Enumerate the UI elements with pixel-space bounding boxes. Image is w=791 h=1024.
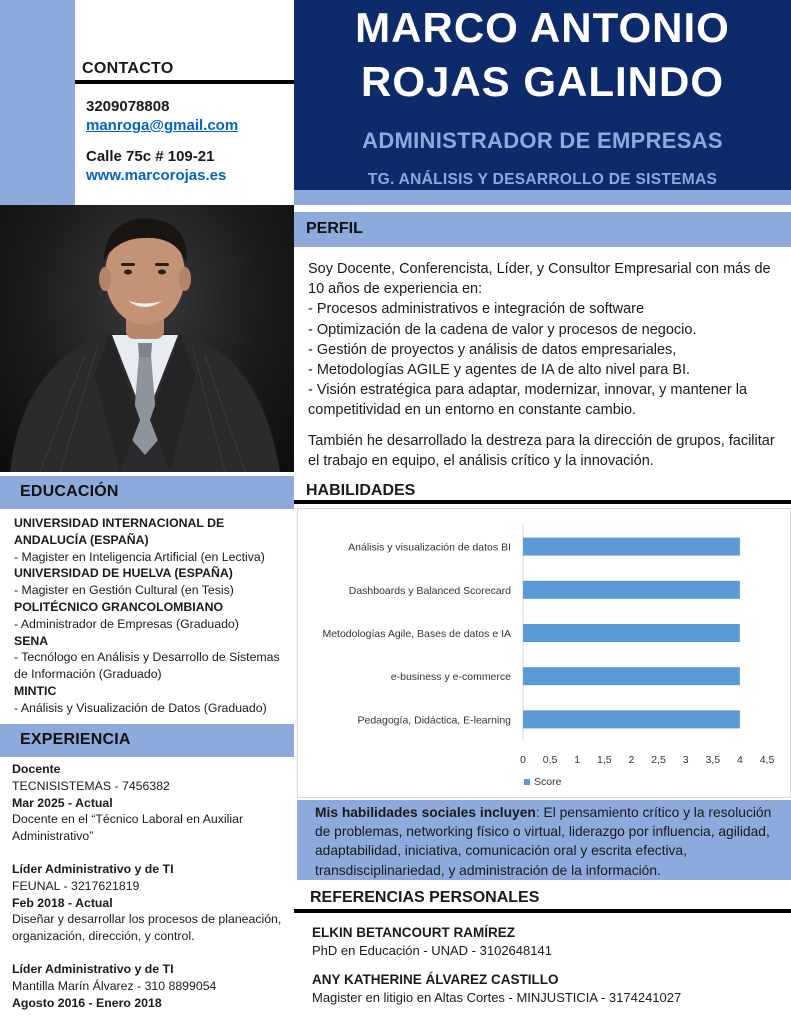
experience-org: TECNISISTEMAS - 7456382 xyxy=(12,778,170,793)
experience-role: Líder Administrativo y de TI xyxy=(12,961,174,976)
profile-item: - Procesos administrativos e integración de software xyxy=(308,301,645,318)
profile-summary xyxy=(308,259,783,471)
contact-email-link[interactable]: manroga@gmail.com xyxy=(86,117,239,134)
profile-closing: También he desarrollado la destreza para la dirección de grupos, facilitar el trabajo en equipo, el análisis crítico y la innovación. xyxy=(308,432,775,469)
soft-skills-box xyxy=(297,800,791,880)
left-accent-stripe xyxy=(0,0,75,205)
chart-tick-label: 2 xyxy=(628,754,635,766)
profile-item: - Visión estratégica para adaptar, modernizar, innovar, y mantener la competitividad en un entorno en constante cambio. xyxy=(308,382,748,419)
education-heading: EDUCACIÓN xyxy=(20,483,119,500)
chart-category-label: Análisis y visualización de datos BI xyxy=(348,541,511,554)
reference-name: ELKIN BETANCOURT RAMÍREZ xyxy=(312,925,515,940)
contact-address: Calle 75c # 109-21 xyxy=(86,148,215,165)
education-institution: POLITÉCNICO GRANCOLOMBIANO xyxy=(14,599,224,614)
contact-heading: CONTACTO xyxy=(82,60,174,77)
chart-tick-label: 4,5 xyxy=(759,754,775,766)
education-detail: - Magister en Gestión Cultural (en Tesis) xyxy=(14,583,234,598)
chart-bar xyxy=(523,624,740,642)
education-detail: - Tecnólogo en Análisis y Desarrollo de Sistemas de Información (Graduado) xyxy=(14,650,280,682)
experience-desc: Docente en el “Técnico Laboral en Auxiliar Administrativo” xyxy=(12,812,244,844)
contact-phone: 3209078808 xyxy=(86,98,170,115)
chart-tick-label: 2,5 xyxy=(651,754,666,766)
chart-tick-label: 0,5 xyxy=(542,754,558,766)
chart-bar xyxy=(523,667,740,685)
profile-heading-bar xyxy=(294,212,791,247)
name-first-line: MARCO ANTONIO xyxy=(355,4,730,51)
education-institution: MINTIC xyxy=(14,683,57,698)
reference-desc: Magister en litigio en Altas Cortes - MINJUSTICIA - 3174241027 xyxy=(312,990,682,1005)
experience-role: Docente xyxy=(12,762,61,776)
profile-item: - Optimización de la cadena de valor y procesos de negocio. xyxy=(308,321,697,338)
experience-org: Mantilla Marín Álvarez - 310 8899054 xyxy=(12,978,217,993)
skills-chart-svg xyxy=(298,509,791,799)
chart-legend-swatch xyxy=(524,779,530,785)
education-detail: - Administrador de Empresas (Graduado) xyxy=(14,616,239,631)
experience-dates: Feb 2018 - Actual xyxy=(12,895,113,910)
education-detail: - Análisis y Visualización de Datos (Graduado) xyxy=(14,700,267,715)
profile-photo xyxy=(0,205,294,472)
reference-desc: PhD en Educación - UNAD - 3102648141 xyxy=(312,943,552,958)
profile-photo-illustration xyxy=(0,205,294,472)
professional-title: ADMINISTRADOR DE EMPRESAS xyxy=(362,128,723,153)
contact-website-link[interactable]: www.marcorojas.es xyxy=(86,167,227,184)
reference-name: ANY KATHERINE ÁLVAREZ CASTILLO xyxy=(312,972,559,987)
experience-heading-bar xyxy=(0,724,294,757)
profile-heading: PERFIL xyxy=(306,220,363,237)
chart-tick-label: 3 xyxy=(682,754,689,766)
contact-details xyxy=(86,97,238,185)
education-heading-bar xyxy=(0,476,294,509)
profile-item: - Metodologías AGILE y agentes de IA de alto nivel para BI. xyxy=(308,362,691,379)
name-second-line: ROJAS GALINDO xyxy=(360,58,725,105)
chart-tick-label: 4 xyxy=(736,754,743,766)
chart-bar xyxy=(523,710,740,728)
header-underband xyxy=(294,190,791,205)
experience-desc: Diseñar y desarrollar los procesos de planeación, organización, dirección, y control. xyxy=(12,912,282,944)
chart-category-label: Dashboards y Balanced Scorecard xyxy=(348,584,511,597)
chart-legend-label: Score xyxy=(534,776,562,788)
experience-org: FEUNAL - 3217621819 xyxy=(12,878,140,893)
experience-heading: EXPERIENCIA xyxy=(20,731,131,748)
education-detail: - Magister en Inteligencia Artificial (en Lectiva) xyxy=(14,549,265,564)
skills-chart xyxy=(297,508,791,798)
chart-tick-label: 1,5 xyxy=(597,754,612,766)
chart-category-label: e-business y e-commerce xyxy=(390,671,511,684)
chart-tick-label: 0 xyxy=(520,754,526,766)
experience-dates: Agosto 2016 - Enero 2018 xyxy=(12,995,162,1010)
chart-category-label: Pedagogía, Didáctica, E-learning xyxy=(357,714,511,727)
soft-skills-text: : El pensamiento crítico y la resolución de problemas, networking físico o virtual, liderazgo por influencia, agilidad, adaptabilidad, iniciativa, comunicación oral y escrita efectiva, transdisciplinariedad, y administración de la información. xyxy=(315,805,772,878)
soft-skills-label: Mis habilidades sociales incluyen xyxy=(315,805,536,820)
profile-intro: Soy Docente, Conferencista, Líder, y Consultor Empresarial con más de 10 años de experiencia en: xyxy=(308,261,771,298)
education-institution: UNIVERSIDAD DE HUELVA (ESPAÑA) xyxy=(14,566,233,581)
education-institution: UNIVERSIDAD INTERNACIONAL DE ANDALUCÍA (ESPAÑA) xyxy=(14,516,225,547)
skills-divider xyxy=(294,500,791,504)
chart-bar xyxy=(523,581,740,599)
education-section xyxy=(14,515,294,717)
experience-section xyxy=(12,761,292,1011)
professional-subtitle: TG. ANÁLISIS Y DESARROLLO DE SISTEMAS xyxy=(367,171,718,188)
skills-heading: HABILIDADES xyxy=(306,482,416,499)
references-heading: REFERENCIAS PERSONALES xyxy=(310,889,540,906)
references-divider xyxy=(294,909,791,913)
chart-bar xyxy=(523,538,740,556)
chart-tick-label: 3,5 xyxy=(705,754,721,766)
experience-role: Líder Administrativo y de TI xyxy=(12,861,174,876)
profile-item: - Gestión de proyectos y análisis de datos empresariales, xyxy=(308,341,677,358)
chart-category-label: Metodologías Agile, Bases de datos e IA xyxy=(322,628,511,640)
contact-divider xyxy=(75,80,294,84)
experience-dates: Mar 2025 - Actual xyxy=(12,795,113,810)
chart-tick-label: 1 xyxy=(574,754,581,766)
education-institution: SENA xyxy=(14,633,49,648)
